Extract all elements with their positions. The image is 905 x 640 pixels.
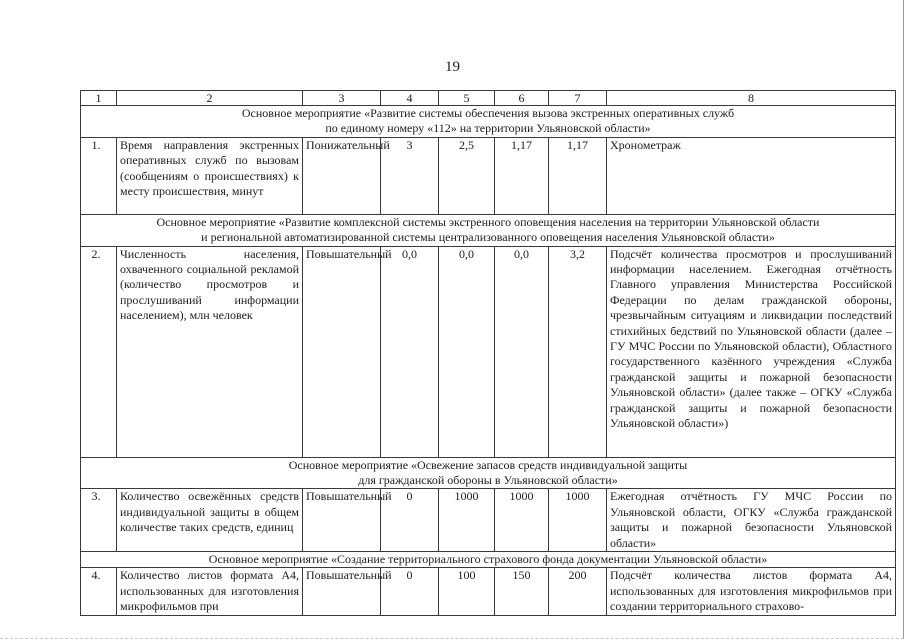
- column-header-row: [81, 91, 896, 106]
- indicator-type: Повышательный: [303, 489, 381, 552]
- column-header: 6: [495, 91, 549, 106]
- value-col-6: 1,17: [495, 137, 549, 214]
- indicator-name: Количество освежённых средств индивидуальной защиты в общем количестве таких средств, единиц: [117, 489, 303, 552]
- calculation-source: Подсчёт количества просмотров и прослушиваний информации населением. Ежегодная отчётность Главного управления Министерства Российской Федерации по делам гражданской обороны, чрезвычайным ситуациям и ликвидации последствий стихийных бедствий по Ульяновской области (далее – ГУ МЧС России по Ульяновской области), Областного государственного казённого учреждения «Служба гражданской защиты и пожарной безопасности Ульяновской области» (далее также – ОГКУ «Служба гражданской защиты и пожарной безопасности Ульяновской области»): [607, 246, 896, 457]
- page-number: 19: [445, 59, 460, 75]
- table-row: [81, 246, 896, 457]
- indicator-type: Повышательный: [303, 246, 381, 457]
- section-heading-row: [81, 106, 896, 138]
- calculation-source: Хронометраж: [607, 137, 896, 214]
- section-heading-line: Основное мероприятие «Развитие системы обеспечения вызова экстренных оперативных служб: [241, 106, 735, 120]
- value-col-6: 0,0: [495, 246, 549, 457]
- value-col-7: 3,2: [549, 246, 607, 457]
- indicators-table: [80, 90, 896, 616]
- section-heading-line: Основное мероприятие «Развитие комплексной системы экстренного оповещения населения на территории Ульяновской области: [156, 214, 820, 229]
- section-heading-line: и региональной автоматизированной системы централизованного оповещения населения Ульяновской области»: [201, 230, 775, 245]
- calculation-source: Подсчёт количества листов формата А4, использованных для изготовления микрофильмов при создании территориального страхово-: [607, 568, 896, 615]
- value-col-4: 0,0: [381, 246, 439, 457]
- table-row: [81, 137, 896, 214]
- indicator-name: Время направления экстренных оперативных служб по вызовам (сообщениям о происшествиях) к месту происшествия, минут: [117, 137, 303, 214]
- row-number: 1.: [81, 137, 117, 214]
- section-heading: [81, 214, 896, 246]
- indicator-name: Количество листов формата А4, использованных для изготовления микрофильмов при: [117, 568, 303, 615]
- row-number: 3.: [81, 489, 117, 552]
- table-row: [81, 489, 896, 552]
- indicator-name: Численность населения, охваченного социальной рекламой (количество просмотров и прослушиваний информации населением), млн человек: [117, 246, 303, 457]
- section-heading-row: [81, 552, 896, 568]
- section-heading-row: [81, 214, 896, 246]
- section-heading-line: по единому номеру «112» на территории Ульяновской области»: [325, 121, 651, 136]
- value-col-4: 3: [381, 137, 439, 214]
- value-col-7: 200: [549, 568, 607, 615]
- section-heading-row: [81, 457, 896, 489]
- section-heading: [81, 552, 896, 568]
- column-header: 3: [303, 91, 381, 106]
- section-heading-line: Основное мероприятие «Освежение запасов средств индивидуальной защиты: [288, 457, 688, 472]
- value-col-6: 150: [495, 568, 549, 615]
- section-heading: [81, 106, 896, 138]
- column-header: 4: [381, 91, 439, 106]
- row-number: 4.: [81, 568, 117, 615]
- value-col-5: 0,0: [439, 246, 495, 457]
- section-heading: [81, 457, 896, 489]
- value-col-5: 100: [439, 568, 495, 615]
- section-heading-line: для гражданской обороны в Ульяновской области»: [358, 473, 618, 488]
- calculation-source: Ежегодная отчётность ГУ МЧС России по Ульяновской области, ОГКУ «Служба гражданской защиты и пожарной безопасности Ульяновской области»: [607, 489, 896, 552]
- value-col-7: 1,17: [549, 137, 607, 214]
- section-heading-line: Основное мероприятие «Создание территориального страхового фонда документации Ульяновской области»: [208, 552, 768, 567]
- value-col-7: 1000: [549, 489, 607, 552]
- value-col-6: 1000: [495, 489, 549, 552]
- value-col-5: 1000: [439, 489, 495, 552]
- column-header: 5: [439, 91, 495, 106]
- column-header: 1: [81, 91, 117, 106]
- table-row: [81, 568, 896, 615]
- value-col-4: 0: [381, 489, 439, 552]
- indicator-type: Понижательный: [303, 137, 381, 214]
- column-header: 2: [117, 91, 303, 106]
- indicator-type: Повышательный: [303, 568, 381, 615]
- column-header: 7: [549, 91, 607, 106]
- column-header: 8: [607, 91, 896, 106]
- value-col-5: 2,5: [439, 137, 495, 214]
- row-number: 2.: [81, 246, 117, 457]
- value-col-4: 0: [381, 568, 439, 615]
